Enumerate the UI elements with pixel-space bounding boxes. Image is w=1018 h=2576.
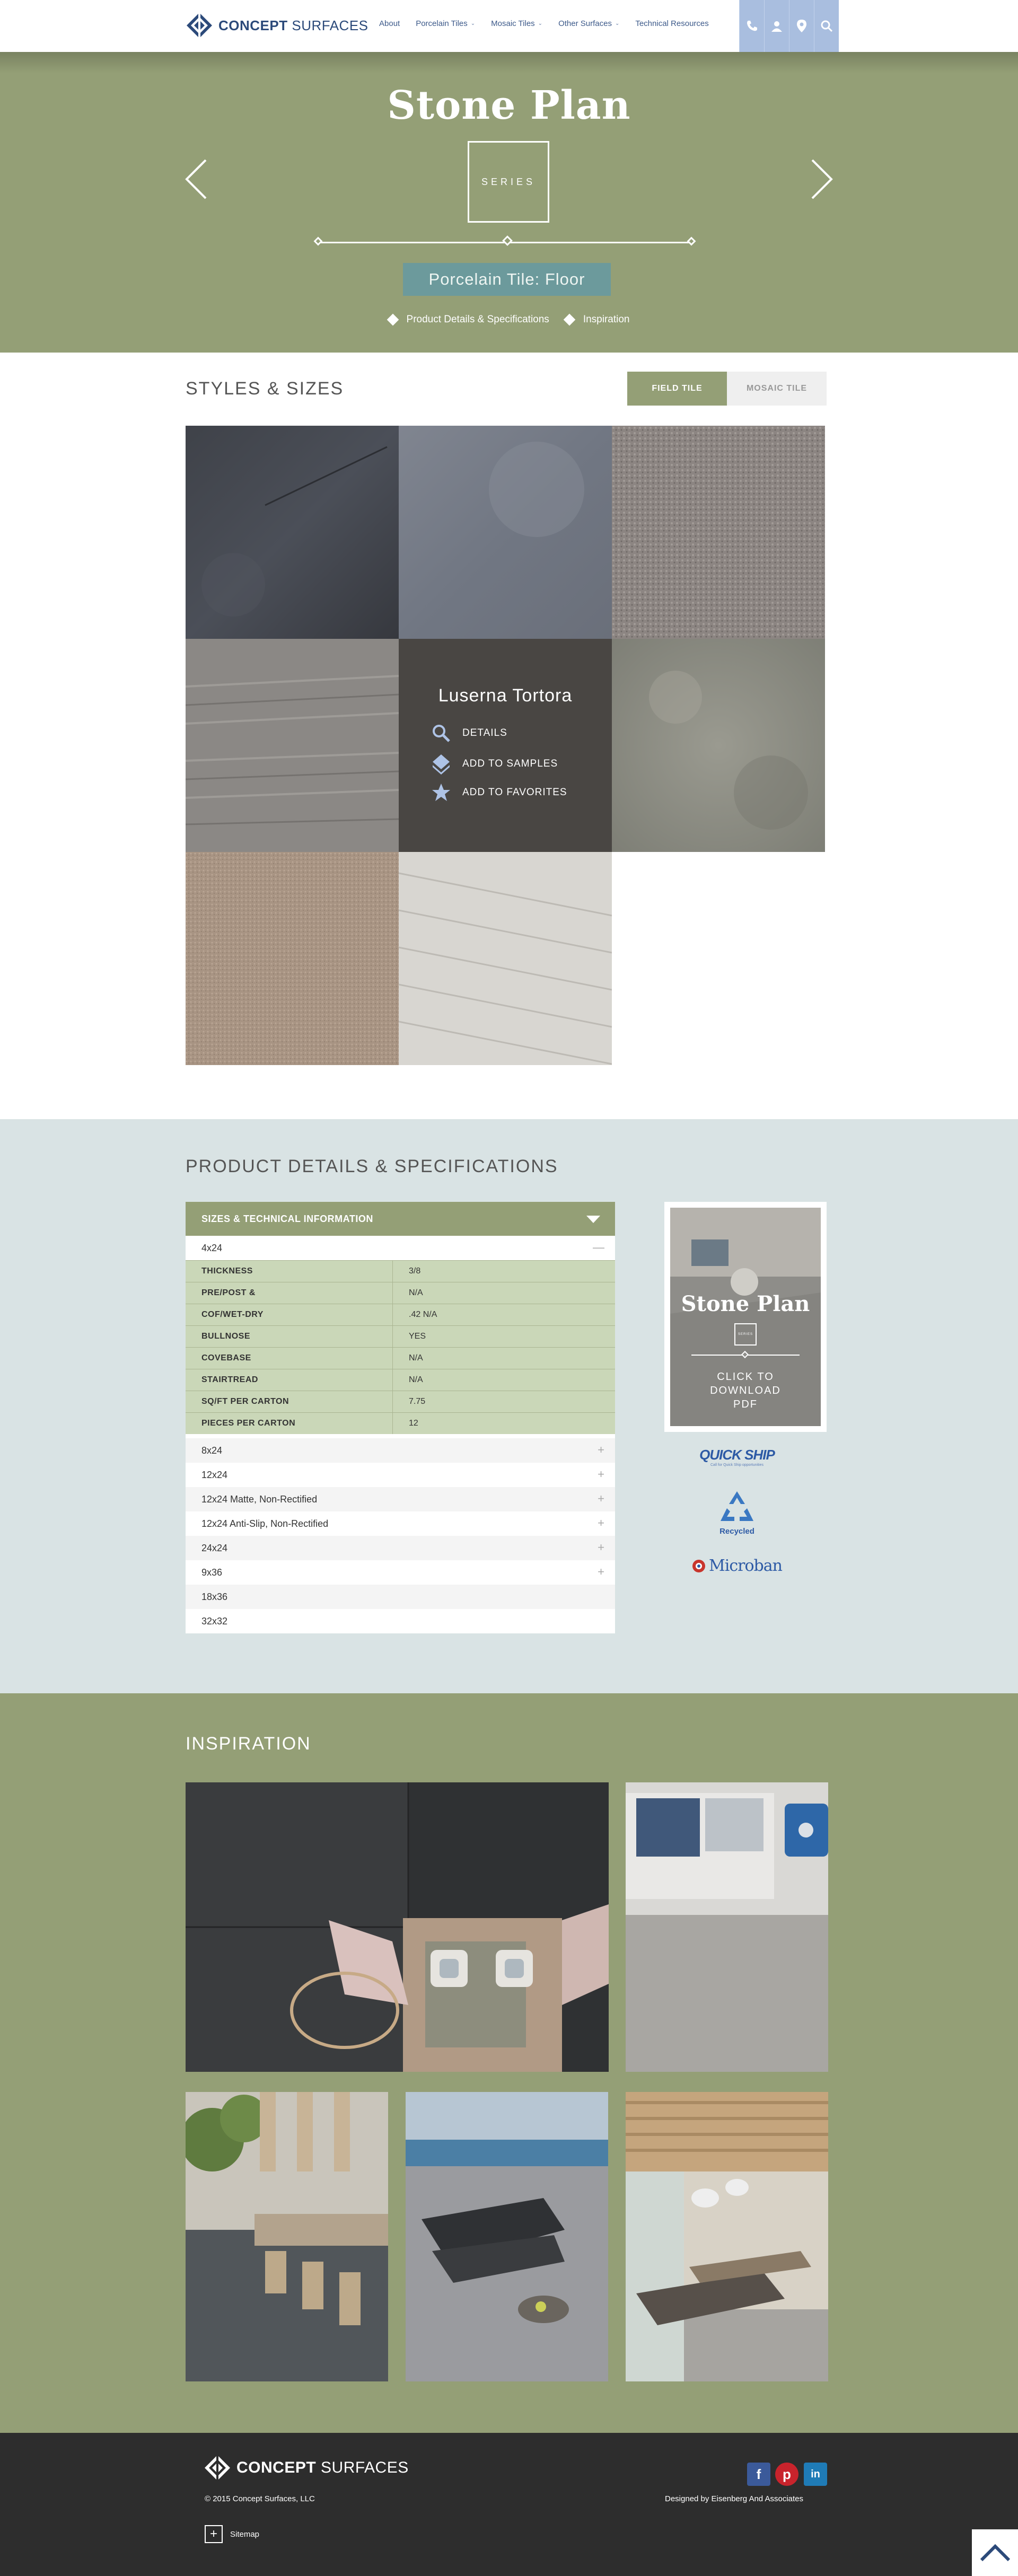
size-row[interactable]: 12x24 Matte, Non-Rectified + (186, 1487, 615, 1511)
spacer (186, 1434, 615, 1438)
pinterest-icon[interactable]: p (775, 2463, 798, 2486)
hero-anchor-links (0, 314, 1018, 326)
facebook-icon[interactable]: f (747, 2463, 770, 2486)
inspiration-photo[interactable] (626, 1782, 828, 2072)
back-to-top-button[interactable] (972, 2529, 1018, 2576)
size-row[interactable]: 9x36 + (186, 1560, 615, 1585)
size-row[interactable]: 12x24 + (186, 1463, 615, 1487)
hero-banner (0, 52, 1018, 353)
specs-accordion (186, 1202, 615, 1633)
spec-row: COF/WET-DRY .42 N/A (186, 1304, 615, 1325)
divider-dot (502, 235, 513, 246)
layers-icon (432, 753, 451, 775)
tile-type-toggle (627, 372, 827, 406)
specs-accordion-header[interactable]: SIZES & TECHNICAL INFORMATION (186, 1202, 615, 1236)
add-to-samples-action[interactable]: ADD TO SAMPLES (432, 753, 558, 775)
site-footer (0, 2433, 1018, 2576)
size-row[interactable]: 12x24 Anti-Slip, Non-Rectified + (186, 1511, 615, 1536)
microban-logo-icon (692, 1559, 706, 1573)
spec-row: PIECES PER CARTON 12 (186, 1412, 615, 1434)
expand-icon[interactable]: + (598, 1541, 604, 1554)
pdf-cover (670, 1208, 821, 1426)
divider-dot (314, 237, 323, 246)
spec-row: COVEBASE N/A (186, 1347, 615, 1369)
page-title: Stone Plan (387, 83, 631, 128)
pdf-series-badge: SERIES (734, 1323, 757, 1346)
tile-swatch[interactable] (186, 426, 399, 639)
previous-arrow-icon[interactable] (182, 158, 214, 200)
nav-mosaic-tiles[interactable]: Mosaic Tiles ⌄ (491, 19, 543, 28)
pdf-download-card[interactable] (664, 1202, 827, 1432)
inspiration-photo[interactable] (186, 2092, 388, 2381)
quick-ship-badge: QUICK SHIP Call for Quick Ship opportunities (699, 1447, 775, 1467)
tile-swatch[interactable] (186, 639, 399, 852)
recycle-icon (717, 1490, 757, 1523)
product-category: Porcelain Tile: Floor (403, 263, 611, 296)
series-badge: SERIES (468, 141, 549, 223)
tile-swatch[interactable] (399, 426, 612, 639)
designer-credit[interactable]: Designed by Eisenberg And Associates (665, 2494, 803, 2503)
phone-icon (745, 20, 758, 32)
expand-icon[interactable]: + (598, 1516, 604, 1529)
search-button[interactable] (814, 0, 839, 52)
size-row[interactable]: 32x32 (186, 1609, 615, 1633)
nav-about[interactable]: About (379, 19, 400, 28)
search-icon (820, 20, 833, 32)
copyright-text: © 2015 Concept Surfaces, LLC (205, 2494, 315, 2503)
microban-badge: Microban (689, 1557, 785, 1575)
inspiration-photo[interactable] (186, 1782, 609, 2072)
map-pin-icon (795, 19, 808, 33)
expand-icon[interactable]: + (598, 1443, 604, 1456)
size-row[interactable]: 18x36 (186, 1585, 615, 1609)
logo[interactable] (186, 11, 368, 40)
caret-down-icon (586, 1216, 600, 1223)
tile-swatch-selected[interactable] (399, 639, 612, 852)
diamond-icon (387, 314, 399, 326)
spec-row: STAIRTREAD N/A (186, 1369, 615, 1391)
inspiration-photo[interactable] (406, 2092, 608, 2381)
expand-icon[interactable]: + (598, 1565, 604, 1578)
pdf-cta: CLICK TO DOWNLOAD PDF (710, 1371, 781, 1410)
expand-icon[interactable]: + (598, 1492, 604, 1505)
plus-icon: + (205, 2525, 223, 2543)
details-action[interactable]: DETAILS (432, 724, 507, 743)
nav-porcelain-tiles[interactable]: Porcelain Tiles ⌄ (416, 19, 476, 28)
footer-logo[interactable]: CONCEPT SURFACES (204, 2454, 409, 2482)
tile-grid (186, 426, 828, 1068)
diamond-icon (563, 314, 575, 326)
account-button[interactable] (764, 0, 789, 52)
spec-table (186, 1260, 615, 1434)
product-details-section (0, 1119, 1018, 1693)
spec-row: BULLNOSE YES (186, 1325, 615, 1347)
chevron-up-icon (979, 2543, 1011, 2562)
chevron-down-icon: ⌄ (538, 21, 543, 27)
locations-button[interactable] (789, 0, 814, 52)
sitemap-link[interactable]: + Sitemap (205, 2525, 259, 2543)
next-arrow-icon[interactable] (804, 158, 836, 200)
logo-mark-icon (204, 2454, 231, 2482)
phone-button[interactable] (739, 0, 764, 52)
inspiration-section-title: INSPIRATION (186, 1734, 311, 1754)
site-header (0, 0, 1018, 52)
link-product-details[interactable]: Product Details & Specifications (389, 314, 549, 326)
styles-section-title: STYLES & SIZES (186, 379, 344, 399)
tile-hover-card (399, 639, 612, 852)
tab-field-tile[interactable]: FIELD TILE (627, 372, 727, 406)
recycled-badge: Recycled (710, 1490, 763, 1536)
tile-swatch[interactable] (186, 852, 399, 1065)
tile-swatch[interactable] (399, 852, 612, 1065)
chevron-down-icon: ⌄ (470, 21, 476, 27)
pdf-title: Stone Plan (681, 1291, 810, 1316)
size-row[interactable]: 24x24 + (186, 1536, 615, 1560)
tab-mosaic-tile[interactable]: MOSAIC TILE (727, 372, 827, 406)
add-to-favorites-action[interactable]: ADD TO FAVORITES (432, 783, 567, 802)
magnifier-icon (432, 724, 451, 743)
link-inspiration[interactable]: Inspiration (565, 314, 630, 326)
tile-swatch[interactable] (612, 426, 825, 639)
nav-other-surfaces[interactable]: Other Surfaces ⌄ (558, 19, 620, 28)
size-row[interactable]: 8x24 + (186, 1438, 615, 1463)
spec-row: PRE/POST & N/A (186, 1282, 615, 1304)
star-icon (432, 783, 451, 802)
linkedin-icon[interactable]: in (804, 2463, 827, 2486)
tile-name: Luserna Tortora (438, 685, 573, 706)
hero-shadow (0, 52, 1018, 73)
expand-icon[interactable]: + (598, 1467, 604, 1481)
size-row-expanded[interactable]: 4x24 — (186, 1236, 615, 1260)
chevron-down-icon: ⌄ (615, 21, 620, 27)
inspiration-section (0, 1693, 1018, 2433)
inspiration-photo[interactable] (626, 2092, 828, 2381)
spec-row: THICKNESS 3/8 (186, 1260, 615, 1282)
main-nav (379, 19, 709, 28)
nav-technical-resources[interactable]: Technical Resources (635, 19, 709, 28)
logo-mark-icon (186, 12, 213, 39)
user-icon (770, 20, 783, 32)
details-section-title: PRODUCT DETAILS & SPECIFICATIONS (186, 1156, 558, 1176)
utility-bar (739, 0, 839, 52)
logo-text: CONCEPT SURFACES (218, 17, 368, 33)
spec-row: SQ/FT PER CARTON 7.75 (186, 1391, 615, 1412)
divider-dot (687, 237, 696, 246)
collapse-icon[interactable]: — (593, 1241, 604, 1254)
tile-swatch[interactable] (612, 639, 825, 852)
